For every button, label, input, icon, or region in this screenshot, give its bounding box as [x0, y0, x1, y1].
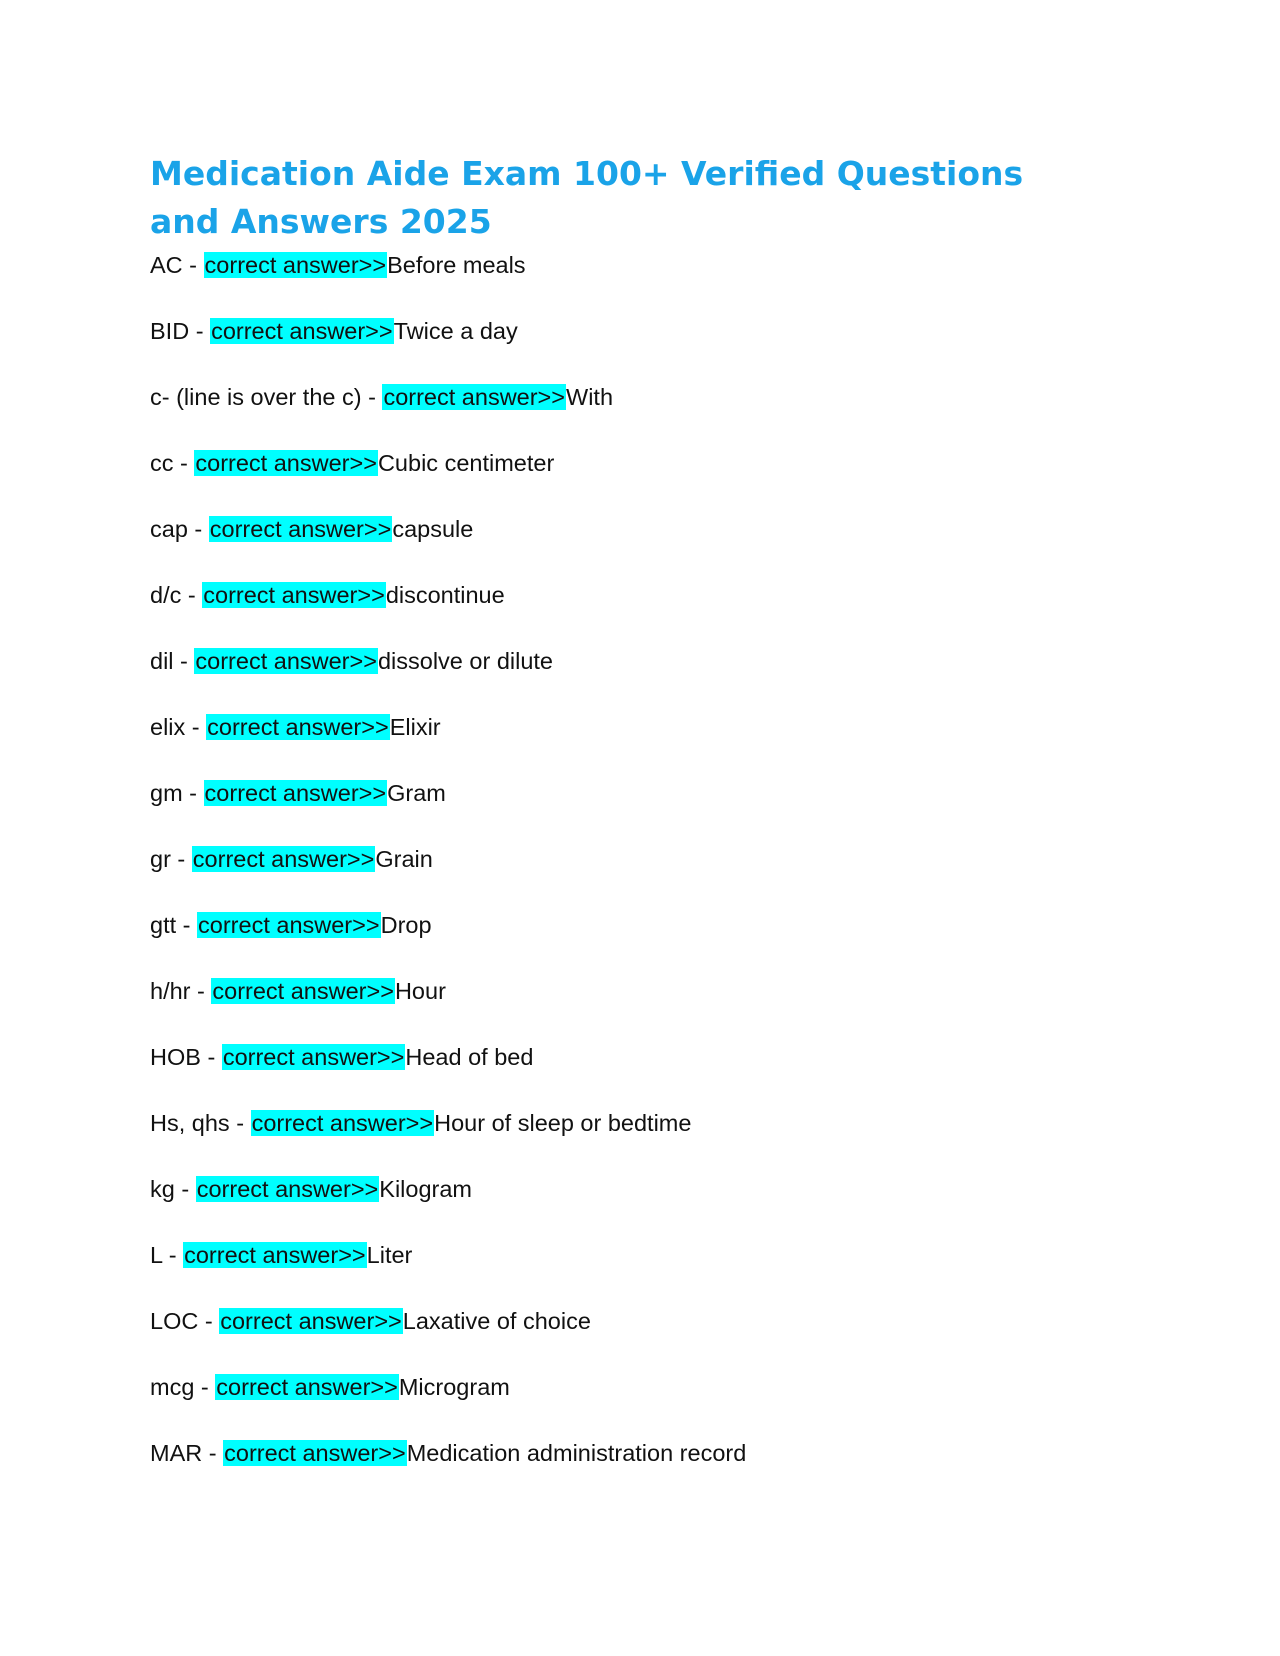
- answer-label-highlight: correct answer>>: [224, 1440, 406, 1466]
- answer-label-highlight: correct answer>>: [184, 1242, 366, 1268]
- qa-separator: -: [198, 1308, 220, 1334]
- qa-separator: -: [170, 846, 192, 872]
- answer-label-highlight: correct answer>>: [192, 846, 375, 872]
- qa-term: d/c: [150, 582, 182, 608]
- qa-term: h/hr: [150, 978, 191, 1004]
- qa-separator: -: [173, 450, 195, 476]
- qa-answer: Before meals: [387, 252, 526, 278]
- answer-label-highlight: correct answer>>: [204, 780, 387, 806]
- qa-term: cap: [150, 516, 188, 542]
- qa-separator: -: [229, 1110, 251, 1136]
- qa-item: [150, 842, 746, 908]
- answer-label-highlight: correct answer>>: [196, 1176, 379, 1202]
- qa-answer: Hour: [394, 978, 446, 1004]
- qa-separator: -: [181, 582, 203, 608]
- qa-item: [150, 512, 746, 578]
- answer-label-highlight: correct answer>>: [222, 1044, 405, 1070]
- qa-item: [150, 710, 746, 776]
- answer-label-highlight: correct answer>>: [195, 450, 377, 476]
- qa-answer: Twice a day: [393, 318, 518, 344]
- qa-answer: Grain: [375, 846, 433, 872]
- qa-item: [150, 1040, 746, 1106]
- qa-item: [150, 1106, 746, 1172]
- qa-term: BID: [150, 318, 190, 344]
- qa-term: mcg: [150, 1374, 195, 1400]
- qa-term: AC: [150, 252, 183, 278]
- qa-answer: Liter: [366, 1242, 413, 1268]
- qa-answer: capsule: [392, 516, 474, 542]
- answer-label-highlight: correct answer>>: [220, 1308, 402, 1334]
- qa-term: elix: [150, 714, 186, 740]
- qa-answer: Drop: [380, 912, 432, 938]
- qa-term: kg: [150, 1176, 175, 1202]
- answer-label-highlight: correct answer>>: [211, 318, 393, 344]
- page-title: Medication Aide Exam 100+ Verified Questions and Answers 2025: [150, 154, 1024, 241]
- qa-separator: -: [190, 978, 212, 1004]
- qa-separator: -: [162, 1242, 184, 1268]
- answer-label-highlight: correct answer>>: [383, 384, 566, 410]
- qa-answer: Cubic centimeter: [377, 450, 555, 476]
- qa-item: [150, 380, 746, 446]
- qa-answer: dissolve or dilute: [377, 648, 554, 674]
- qa-answer: Hour of sleep or bedtime: [434, 1110, 692, 1136]
- qa-term: LOC: [150, 1308, 199, 1334]
- qa-separator: -: [202, 1440, 224, 1466]
- qa-term: gr: [150, 846, 171, 872]
- qa-separator: -: [174, 1176, 196, 1202]
- answer-label-highlight: correct answer>>: [198, 912, 380, 938]
- qa-separator: -: [185, 714, 207, 740]
- qa-separator: -: [189, 318, 211, 344]
- qa-term: cc: [150, 450, 174, 476]
- qa-term: gtt: [150, 912, 177, 938]
- qa-term: Hs, qhs: [150, 1110, 230, 1136]
- qa-answer: discontinue: [385, 582, 505, 608]
- qa-answer: With: [566, 384, 614, 410]
- qa-separator: -: [182, 780, 204, 806]
- qa-separator: -: [182, 252, 204, 278]
- qa-term: L: [150, 1242, 163, 1268]
- qa-term: HOB: [150, 1044, 201, 1070]
- qa-separator: -: [176, 912, 198, 938]
- answer-label-highlight: correct answer>>: [251, 1110, 434, 1136]
- qa-answer: Laxative of choice: [402, 1308, 591, 1334]
- qa-answer: Elixir: [389, 714, 441, 740]
- qa-separator: -: [187, 516, 209, 542]
- qa-separator: -: [194, 1374, 216, 1400]
- qa-item: [150, 908, 746, 974]
- qa-answer: Head of bed: [405, 1044, 534, 1070]
- qa-term: gm: [150, 780, 183, 806]
- qa-item: [150, 776, 746, 842]
- qa-answer: Kilogram: [379, 1176, 473, 1202]
- qa-item: [150, 1172, 746, 1238]
- answer-label-highlight: correct answer>>: [212, 978, 394, 1004]
- qa-item: [150, 446, 746, 512]
- qa-item: [150, 1436, 746, 1502]
- qa-answer: Gram: [387, 780, 446, 806]
- qa-answer: Microgram: [398, 1374, 510, 1400]
- answer-label-highlight: correct answer>>: [216, 1374, 398, 1400]
- qa-item: [150, 578, 746, 644]
- qa-term: c- (line is over the c): [150, 384, 362, 410]
- qa-term: MAR: [150, 1440, 203, 1466]
- qa-list: [150, 248, 746, 1502]
- qa-item: [150, 1370, 746, 1436]
- qa-separator: -: [200, 1044, 222, 1070]
- qa-item: [150, 314, 746, 380]
- answer-label-highlight: correct answer>>: [195, 648, 377, 674]
- answer-label-highlight: correct answer>>: [207, 714, 389, 740]
- qa-item: [150, 974, 746, 1040]
- answer-label-highlight: correct answer>>: [204, 252, 387, 278]
- qa-item: [150, 1304, 746, 1370]
- qa-separator: -: [173, 648, 195, 674]
- answer-label-highlight: correct answer>>: [203, 582, 385, 608]
- qa-answer: Medication administration record: [406, 1440, 747, 1466]
- qa-item: [150, 644, 746, 710]
- qa-term: dil: [150, 648, 174, 674]
- qa-item: [150, 1238, 746, 1304]
- qa-item: [150, 248, 746, 314]
- qa-separator: -: [361, 384, 383, 410]
- answer-label-highlight: correct answer>>: [209, 516, 392, 542]
